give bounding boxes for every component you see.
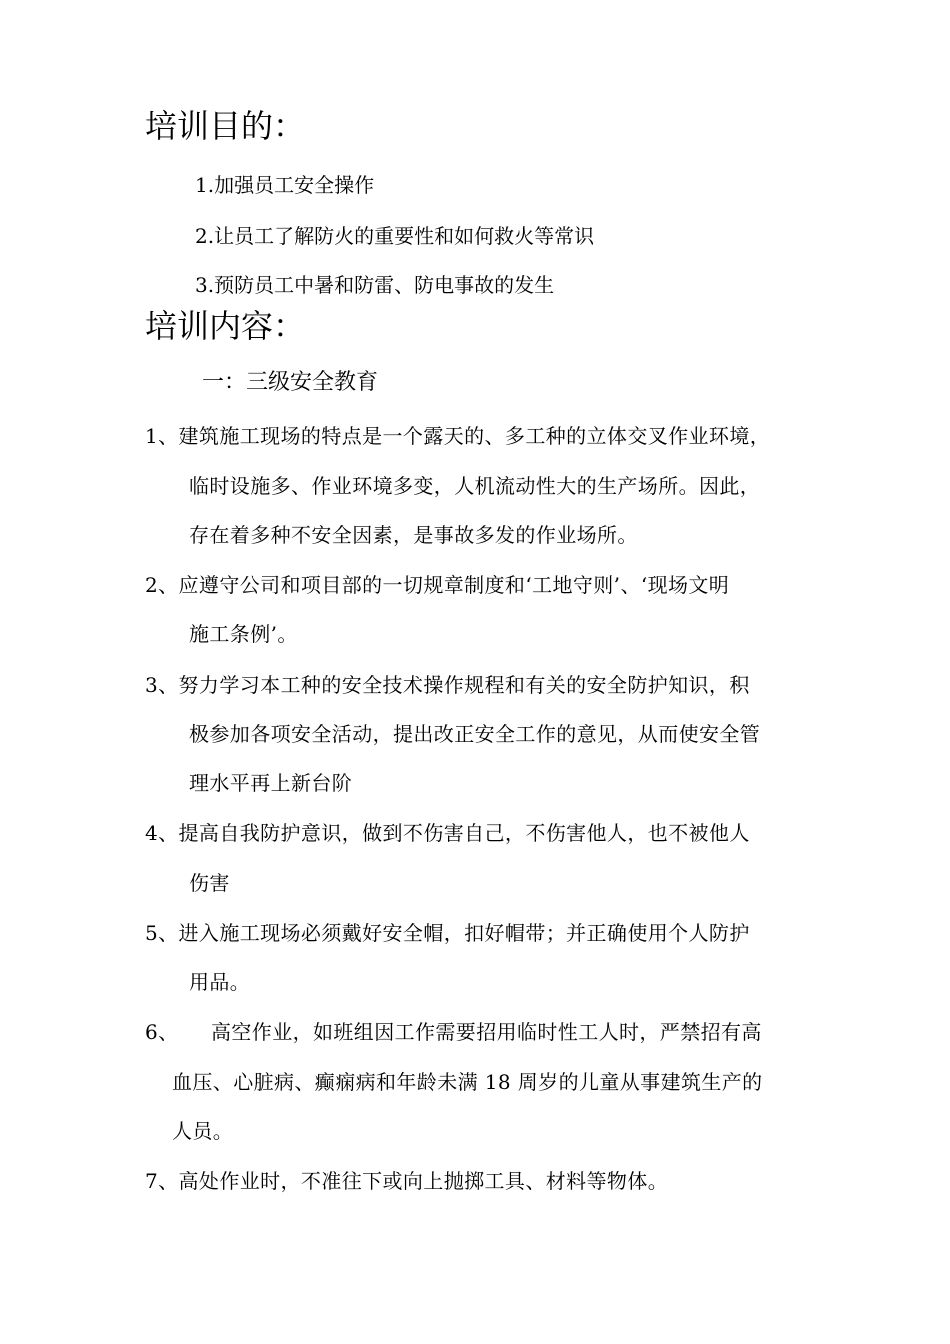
rule-3-line-3: 理水平再上新台阶 — [189, 771, 353, 795]
rule-5-line-1: 5、进入施工现场必须戴好安全帽，扣好帽带；并正确使用个人防护 — [145, 921, 750, 945]
rule-6-line-2: 血压、心脏病、癫痫病和年龄未满 18 周岁的儿童从事建筑生产的 — [172, 1070, 763, 1094]
heading-training-purpose: 培训目的： — [145, 107, 306, 145]
rule-4-line-2: 伤害 — [189, 871, 230, 895]
rule-3-line-1: 3、努力学习本工种的安全技术操作规程和有关的安全防护知识，积 — [145, 673, 750, 697]
rule-5-line-2: 用品。 — [189, 970, 251, 994]
rule-2-line-2: 施工条例’。 — [189, 622, 298, 646]
rule-1-line-2: 临时设施多、作业环境多变，人机流动性大的生产场所。因此， — [189, 474, 761, 498]
rule-7-line-1: 7、高处作业时，不准往下或向上抛掷工具、材料等物体。 — [145, 1169, 669, 1193]
rule-3-line-2: 极参加各项安全活动，提出改正安全工作的意见，从而使安全管 — [189, 722, 761, 746]
goal-item-3: 3.预防员工中暑和防雷、防电事故的发生 — [195, 273, 555, 297]
rule-6-number: 6、 — [145, 1020, 179, 1044]
heading-training-content: 培训内容： — [145, 307, 306, 345]
rule-1-line-3: 存在着多种不安全因素，是事故多发的作业场所。 — [189, 523, 638, 547]
rule-6-line-1: 高空作业，如班组因工作需要招用临时性工人时，严禁招有高 — [211, 1020, 762, 1044]
rule-4-line-1: 4、提高自我防护意识，做到不伤害自己，不伤害他人，也不被他人 — [145, 821, 750, 845]
rule-2-line-1: 2、应遵守公司和项目部的一切规章制度和‘工地守则’、‘现场文明 — [145, 573, 730, 597]
goal-item-1: 1.加强员工安全操作 — [195, 173, 375, 197]
rule-1-line-1: 1、建筑施工现场的特点是一个露天的、多工种的立体交叉作业环境， — [145, 424, 771, 448]
rule-6-line-3: 人员。 — [172, 1119, 234, 1143]
section-title: 一：三级安全教育 — [202, 370, 379, 395]
goal-item-2: 2.让员工了解防火的重要性和如何救火等常识 — [195, 224, 595, 248]
